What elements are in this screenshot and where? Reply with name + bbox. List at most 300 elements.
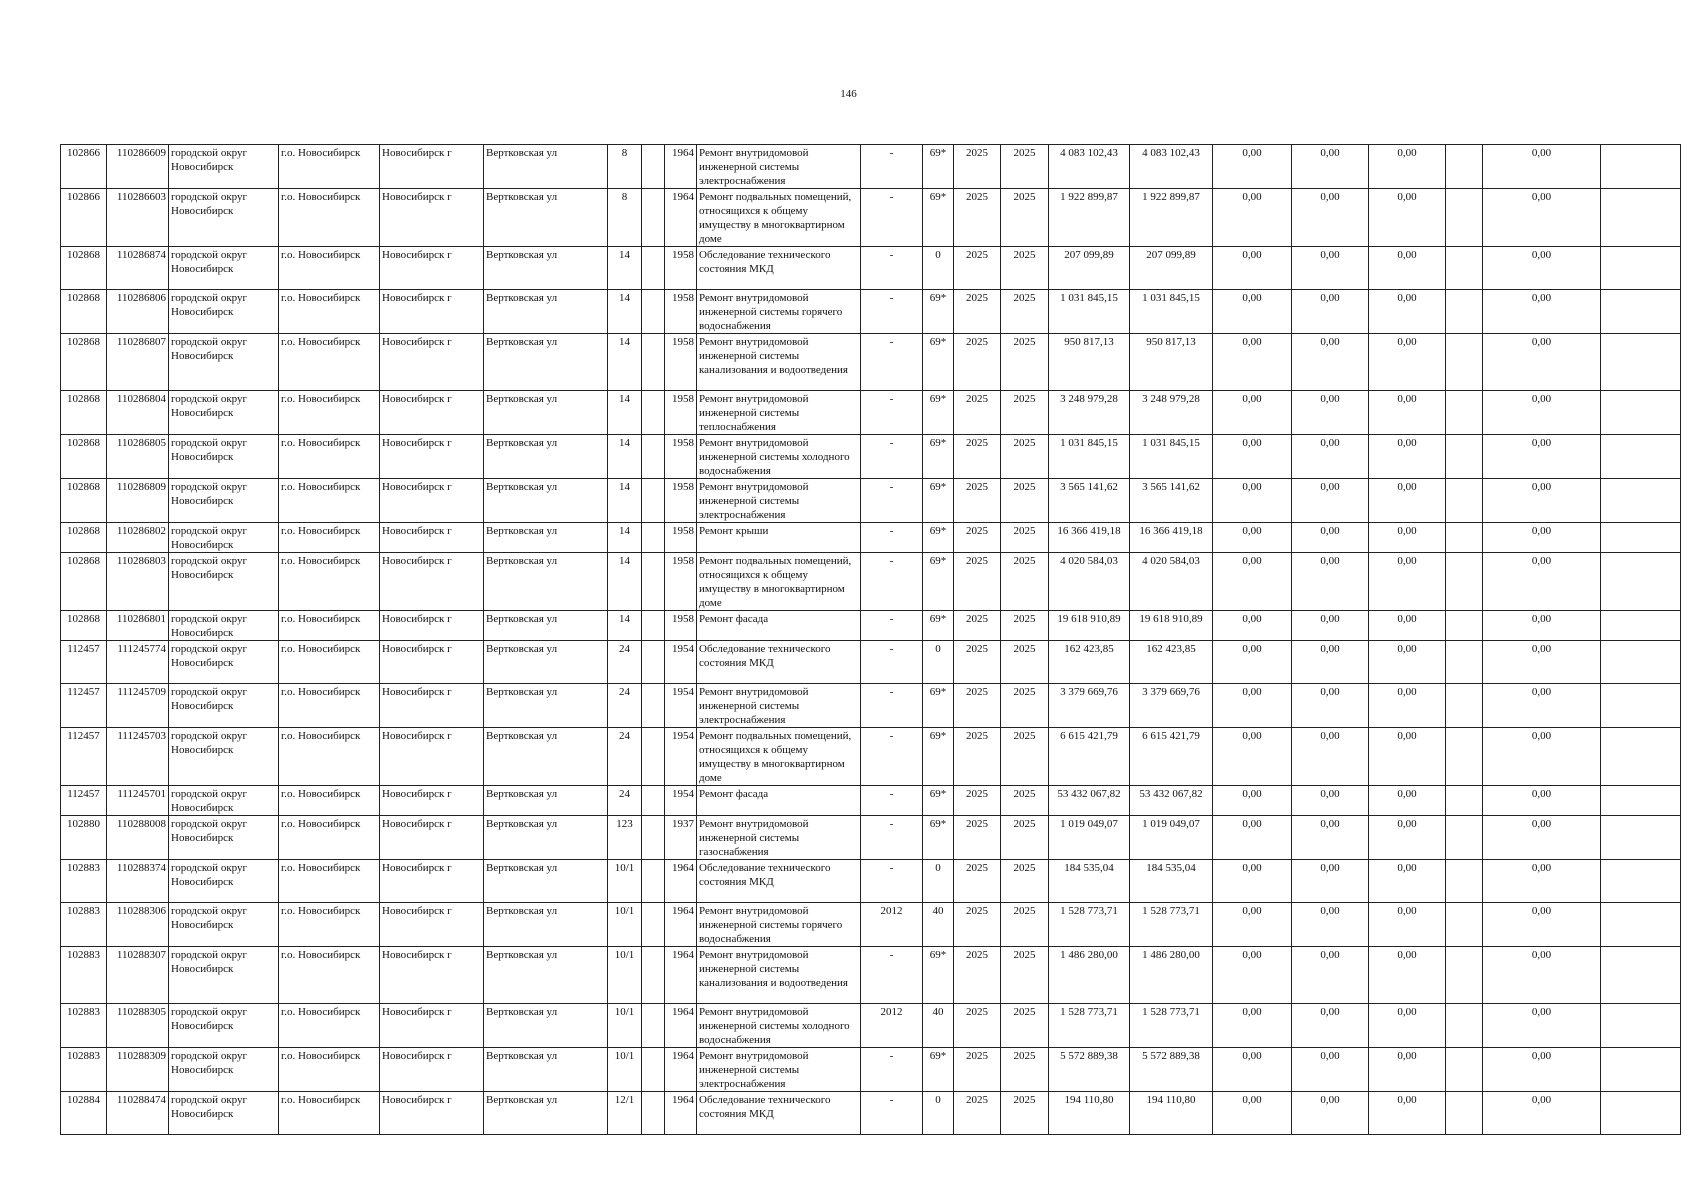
street-cell: Вертковская ул: [484, 728, 608, 786]
extra-cell: [642, 479, 665, 523]
value-2-cell: 0,00: [1292, 189, 1369, 247]
value-3-cell: 0,00: [1369, 641, 1446, 684]
locality-cell: Новосибирск г: [380, 145, 484, 189]
street-cell: Вертковская ул: [484, 903, 608, 947]
value-4-cell: [1446, 728, 1483, 786]
value-6-cell: [1601, 435, 1681, 479]
municipality-cell: г.о. Новосибирск: [279, 523, 380, 553]
street-cell: Вертковская ул: [484, 479, 608, 523]
plan-year-from-cell: 2025: [954, 611, 1001, 641]
year-built-cell: 1958: [665, 334, 697, 391]
work-type-cell: Ремонт внутридомовой инженерной системы электроснабжения: [697, 145, 861, 189]
value-6-cell: [1601, 947, 1681, 1004]
extra-cell: [642, 684, 665, 728]
table-row: [61, 786, 1681, 816]
value-6-cell: [1601, 816, 1681, 860]
municipality-cell: г.о. Новосибирск: [279, 553, 380, 611]
value-2-cell: 0,00: [1292, 611, 1369, 641]
table-row: [61, 728, 1681, 786]
plan-year-to-cell: 2025: [1001, 1004, 1049, 1048]
work-code-cell: 110286874: [107, 247, 169, 290]
work-type-cell: Ремонт внутридомовой инженерной системы канализования и водоотведения: [697, 334, 861, 391]
value-5-cell: 0,00: [1483, 479, 1601, 523]
municipality-cell: г.о. Новосибирск: [279, 1004, 380, 1048]
object-id-cell: 102884: [61, 1092, 107, 1135]
year-built-cell: 1964: [665, 860, 697, 903]
value-5-cell: 0,00: [1483, 523, 1601, 553]
value-1-cell: 0,00: [1213, 523, 1292, 553]
wear-percent-cell: 69*: [923, 435, 954, 479]
value-2-cell: 0,00: [1292, 290, 1369, 334]
value-6-cell: [1601, 523, 1681, 553]
value-5-cell: 0,00: [1483, 435, 1601, 479]
cost-fund-cell: 19 618 910,89: [1130, 611, 1213, 641]
last-repair-year-cell: -: [861, 334, 923, 391]
value-1-cell: 0,00: [1213, 684, 1292, 728]
street-cell: Вертковская ул: [484, 435, 608, 479]
object-id-cell: 102866: [61, 189, 107, 247]
district-cell: городской округ Новосибирск: [169, 523, 279, 553]
value-3-cell: 0,00: [1369, 816, 1446, 860]
value-3-cell: 0,00: [1369, 334, 1446, 391]
plan-year-to-cell: 2025: [1001, 816, 1049, 860]
value-4-cell: [1446, 290, 1483, 334]
value-2-cell: 0,00: [1292, 435, 1369, 479]
value-1-cell: 0,00: [1213, 611, 1292, 641]
value-6-cell: [1601, 1048, 1681, 1092]
house-number-cell: 10/1: [608, 1004, 642, 1048]
locality-cell: Новосибирск г: [380, 290, 484, 334]
cost-total-cell: 1 528 773,71: [1049, 1004, 1130, 1048]
year-built-cell: 1964: [665, 1048, 697, 1092]
extra-cell: [642, 391, 665, 435]
plan-year-to-cell: 2025: [1001, 903, 1049, 947]
value-1-cell: 0,00: [1213, 860, 1292, 903]
plan-year-from-cell: 2025: [954, 641, 1001, 684]
house-number-cell: 10/1: [608, 1048, 642, 1092]
value-5-cell: 0,00: [1483, 334, 1601, 391]
value-3-cell: 0,00: [1369, 189, 1446, 247]
work-code-cell: 110288374: [107, 860, 169, 903]
repair-register-table: [60, 144, 1681, 1135]
value-2-cell: 0,00: [1292, 786, 1369, 816]
cost-total-cell: 1 019 049,07: [1049, 816, 1130, 860]
extra-cell: [642, 860, 665, 903]
plan-year-to-cell: 2025: [1001, 290, 1049, 334]
table-row: [61, 1092, 1681, 1135]
district-cell: городской округ Новосибирск: [169, 189, 279, 247]
table-row: [61, 1048, 1681, 1092]
district-cell: городской округ Новосибирск: [169, 391, 279, 435]
table-row: [61, 189, 1681, 247]
work-type-cell: Ремонт крыши: [697, 523, 861, 553]
year-built-cell: 1958: [665, 611, 697, 641]
locality-cell: Новосибирск г: [380, 391, 484, 435]
cost-fund-cell: 1 031 845,15: [1130, 290, 1213, 334]
value-6-cell: [1601, 145, 1681, 189]
cost-total-cell: 1 922 899,87: [1049, 189, 1130, 247]
object-id-cell: 102868: [61, 611, 107, 641]
cost-fund-cell: 1 528 773,71: [1130, 1004, 1213, 1048]
work-code-cell: 110288008: [107, 816, 169, 860]
value-3-cell: 0,00: [1369, 1092, 1446, 1135]
plan-year-to-cell: 2025: [1001, 1092, 1049, 1135]
cost-total-cell: 5 572 889,38: [1049, 1048, 1130, 1092]
plan-year-to-cell: 2025: [1001, 860, 1049, 903]
value-1-cell: 0,00: [1213, 391, 1292, 435]
last-repair-year-cell: -: [861, 479, 923, 523]
locality-cell: Новосибирск г: [380, 523, 484, 553]
extra-cell: [642, 728, 665, 786]
value-1-cell: 0,00: [1213, 334, 1292, 391]
year-built-cell: 1964: [665, 1004, 697, 1048]
plan-year-to-cell: 2025: [1001, 435, 1049, 479]
locality-cell: Новосибирск г: [380, 903, 484, 947]
work-code-cell: 111245709: [107, 684, 169, 728]
cost-fund-cell: 4 083 102,43: [1130, 145, 1213, 189]
wear-percent-cell: 69*: [923, 523, 954, 553]
value-6-cell: [1601, 611, 1681, 641]
plan-year-to-cell: 2025: [1001, 145, 1049, 189]
value-5-cell: 0,00: [1483, 553, 1601, 611]
street-cell: Вертковская ул: [484, 553, 608, 611]
locality-cell: Новосибирск г: [380, 860, 484, 903]
house-number-cell: 8: [608, 189, 642, 247]
value-1-cell: 0,00: [1213, 1092, 1292, 1135]
value-4-cell: [1446, 523, 1483, 553]
last-repair-year-cell: -: [861, 145, 923, 189]
extra-cell: [642, 947, 665, 1004]
cost-total-cell: 184 535,04: [1049, 860, 1130, 903]
year-built-cell: 1958: [665, 290, 697, 334]
object-id-cell: 102868: [61, 334, 107, 391]
municipality-cell: г.о. Новосибирск: [279, 391, 380, 435]
table-row: [61, 903, 1681, 947]
municipality-cell: г.о. Новосибирск: [279, 435, 380, 479]
plan-year-from-cell: 2025: [954, 1004, 1001, 1048]
plan-year-from-cell: 2025: [954, 290, 1001, 334]
street-cell: Вертковская ул: [484, 786, 608, 816]
wear-percent-cell: 69*: [923, 728, 954, 786]
locality-cell: Новосибирск г: [380, 611, 484, 641]
locality-cell: Новосибирск г: [380, 947, 484, 1004]
value-5-cell: 0,00: [1483, 247, 1601, 290]
wear-percent-cell: 69*: [923, 1048, 954, 1092]
object-id-cell: 102868: [61, 247, 107, 290]
value-2-cell: 0,00: [1292, 947, 1369, 1004]
municipality-cell: г.о. Новосибирск: [279, 684, 380, 728]
value-2-cell: 0,00: [1292, 1092, 1369, 1135]
extra-cell: [642, 553, 665, 611]
house-number-cell: 14: [608, 290, 642, 334]
value-3-cell: 0,00: [1369, 435, 1446, 479]
work-type-cell: Ремонт внутридомовой инженерной системы холодного водоснабжения: [697, 1004, 861, 1048]
value-3-cell: 0,00: [1369, 903, 1446, 947]
plan-year-to-cell: 2025: [1001, 728, 1049, 786]
work-code-cell: 111245774: [107, 641, 169, 684]
last-repair-year-cell: 2012: [861, 1004, 923, 1048]
year-built-cell: 1964: [665, 145, 697, 189]
plan-year-to-cell: 2025: [1001, 641, 1049, 684]
value-4-cell: [1446, 641, 1483, 684]
district-cell: городской округ Новосибирск: [169, 553, 279, 611]
value-5-cell: 0,00: [1483, 684, 1601, 728]
wear-percent-cell: 69*: [923, 391, 954, 435]
house-number-cell: 12/1: [608, 1092, 642, 1135]
cost-fund-cell: 162 423,85: [1130, 641, 1213, 684]
value-4-cell: [1446, 145, 1483, 189]
district-cell: городской округ Новосибирск: [169, 611, 279, 641]
municipality-cell: г.о. Новосибирск: [279, 145, 380, 189]
extra-cell: [642, 786, 665, 816]
locality-cell: Новосибирск г: [380, 816, 484, 860]
last-repair-year-cell: -: [861, 860, 923, 903]
last-repair-year-cell: -: [861, 189, 923, 247]
district-cell: городской округ Новосибирск: [169, 816, 279, 860]
table-row: [61, 816, 1681, 860]
work-code-cell: 110288474: [107, 1092, 169, 1135]
value-4-cell: [1446, 611, 1483, 641]
value-1-cell: 0,00: [1213, 903, 1292, 947]
cost-fund-cell: 53 432 067,82: [1130, 786, 1213, 816]
value-2-cell: 0,00: [1292, 1048, 1369, 1092]
value-2-cell: 0,00: [1292, 334, 1369, 391]
value-4-cell: [1446, 334, 1483, 391]
value-5-cell: 0,00: [1483, 290, 1601, 334]
value-5-cell: 0,00: [1483, 786, 1601, 816]
street-cell: Вертковская ул: [484, 334, 608, 391]
last-repair-year-cell: -: [861, 947, 923, 1004]
value-3-cell: 0,00: [1369, 247, 1446, 290]
year-built-cell: 1958: [665, 391, 697, 435]
municipality-cell: г.о. Новосибирск: [279, 334, 380, 391]
value-6-cell: [1601, 1004, 1681, 1048]
district-cell: городской округ Новосибирск: [169, 290, 279, 334]
work-code-cell: 110286801: [107, 611, 169, 641]
house-number-cell: 14: [608, 553, 642, 611]
value-3-cell: 0,00: [1369, 1004, 1446, 1048]
municipality-cell: г.о. Новосибирск: [279, 1092, 380, 1135]
year-built-cell: 1954: [665, 728, 697, 786]
district-cell: городской округ Новосибирск: [169, 145, 279, 189]
value-5-cell: 0,00: [1483, 641, 1601, 684]
year-built-cell: 1964: [665, 947, 697, 1004]
table-row: [61, 145, 1681, 189]
locality-cell: Новосибирск г: [380, 728, 484, 786]
extra-cell: [642, 903, 665, 947]
value-6-cell: [1601, 786, 1681, 816]
value-6-cell: [1601, 684, 1681, 728]
value-6-cell: [1601, 189, 1681, 247]
value-2-cell: 0,00: [1292, 553, 1369, 611]
locality-cell: Новосибирск г: [380, 189, 484, 247]
value-5-cell: 0,00: [1483, 611, 1601, 641]
wear-percent-cell: 69*: [923, 816, 954, 860]
object-id-cell: 112457: [61, 684, 107, 728]
extra-cell: [642, 145, 665, 189]
extra-cell: [642, 247, 665, 290]
cost-total-cell: 207 099,89: [1049, 247, 1130, 290]
wear-percent-cell: 0: [923, 247, 954, 290]
street-cell: Вертковская ул: [484, 641, 608, 684]
work-type-cell: Ремонт внутридомовой инженерной системы электроснабжения: [697, 1048, 861, 1092]
locality-cell: Новосибирск г: [380, 247, 484, 290]
cost-fund-cell: 1 922 899,87: [1130, 189, 1213, 247]
cost-total-cell: 1 031 845,15: [1049, 290, 1130, 334]
wear-percent-cell: 69*: [923, 334, 954, 391]
cost-fund-cell: 3 565 141,62: [1130, 479, 1213, 523]
wear-percent-cell: 0: [923, 1092, 954, 1135]
wear-percent-cell: 69*: [923, 145, 954, 189]
cost-total-cell: 16 366 419,18: [1049, 523, 1130, 553]
last-repair-year-cell: -: [861, 728, 923, 786]
wear-percent-cell: 0: [923, 641, 954, 684]
street-cell: Вертковская ул: [484, 816, 608, 860]
plan-year-from-cell: 2025: [954, 903, 1001, 947]
street-cell: Вертковская ул: [484, 1048, 608, 1092]
extra-cell: [642, 290, 665, 334]
municipality-cell: г.о. Новосибирск: [279, 903, 380, 947]
work-code-cell: 110286609: [107, 145, 169, 189]
street-cell: Вертковская ул: [484, 684, 608, 728]
plan-year-to-cell: 2025: [1001, 334, 1049, 391]
object-id-cell: 102883: [61, 860, 107, 903]
plan-year-from-cell: 2025: [954, 189, 1001, 247]
year-built-cell: 1964: [665, 1092, 697, 1135]
house-number-cell: 14: [608, 523, 642, 553]
plan-year-from-cell: 2025: [954, 786, 1001, 816]
street-cell: Вертковская ул: [484, 860, 608, 903]
street-cell: Вертковская ул: [484, 247, 608, 290]
object-id-cell: 112457: [61, 786, 107, 816]
cost-fund-cell: 4 020 584,03: [1130, 553, 1213, 611]
plan-year-to-cell: 2025: [1001, 523, 1049, 553]
plan-year-to-cell: 2025: [1001, 553, 1049, 611]
extra-cell: [642, 1048, 665, 1092]
cost-total-cell: 53 432 067,82: [1049, 786, 1130, 816]
value-1-cell: 0,00: [1213, 553, 1292, 611]
extra-cell: [642, 1004, 665, 1048]
district-cell: городской округ Новосибирск: [169, 1092, 279, 1135]
municipality-cell: г.о. Новосибирск: [279, 728, 380, 786]
district-cell: городской округ Новосибирск: [169, 947, 279, 1004]
plan-year-from-cell: 2025: [954, 247, 1001, 290]
district-cell: городской округ Новосибирск: [169, 786, 279, 816]
value-1-cell: 0,00: [1213, 145, 1292, 189]
cost-total-cell: 950 817,13: [1049, 334, 1130, 391]
value-4-cell: [1446, 391, 1483, 435]
cost-total-cell: 1 486 280,00: [1049, 947, 1130, 1004]
locality-cell: Новосибирск г: [380, 479, 484, 523]
last-repair-year-cell: -: [861, 684, 923, 728]
cost-total-cell: 6 615 421,79: [1049, 728, 1130, 786]
value-2-cell: 0,00: [1292, 728, 1369, 786]
work-type-cell: Ремонт внутридомовой инженерной системы теплоснабжения: [697, 391, 861, 435]
last-repair-year-cell: -: [861, 611, 923, 641]
object-id-cell: 102880: [61, 816, 107, 860]
plan-year-to-cell: 2025: [1001, 479, 1049, 523]
extra-cell: [642, 1092, 665, 1135]
value-4-cell: [1446, 247, 1483, 290]
plan-year-to-cell: 2025: [1001, 684, 1049, 728]
district-cell: городской округ Новосибирск: [169, 247, 279, 290]
value-5-cell: 0,00: [1483, 1048, 1601, 1092]
value-3-cell: 0,00: [1369, 479, 1446, 523]
house-number-cell: 14: [608, 334, 642, 391]
object-id-cell: 102866: [61, 145, 107, 189]
value-1-cell: 0,00: [1213, 1004, 1292, 1048]
municipality-cell: г.о. Новосибирск: [279, 860, 380, 903]
last-repair-year-cell: -: [861, 553, 923, 611]
house-number-cell: 10/1: [608, 860, 642, 903]
value-3-cell: 0,00: [1369, 947, 1446, 1004]
value-4-cell: [1446, 903, 1483, 947]
work-code-cell: 110286807: [107, 334, 169, 391]
extra-cell: [642, 334, 665, 391]
plan-year-from-cell: 2025: [954, 553, 1001, 611]
year-built-cell: 1954: [665, 641, 697, 684]
plan-year-from-cell: 2025: [954, 435, 1001, 479]
wear-percent-cell: 69*: [923, 290, 954, 334]
wear-percent-cell: 69*: [923, 786, 954, 816]
work-code-cell: 110286804: [107, 391, 169, 435]
value-4-cell: [1446, 1092, 1483, 1135]
cost-total-cell: 194 110,80: [1049, 1092, 1130, 1135]
house-number-cell: 14: [608, 435, 642, 479]
year-built-cell: 1958: [665, 523, 697, 553]
work-type-cell: Обследование технического состояния МКД: [697, 860, 861, 903]
cost-fund-cell: 5 572 889,38: [1130, 1048, 1213, 1092]
value-1-cell: 0,00: [1213, 290, 1292, 334]
work-type-cell: Обследование технического состояния МКД: [697, 1092, 861, 1135]
work-code-cell: 110286809: [107, 479, 169, 523]
value-6-cell: [1601, 479, 1681, 523]
table-row: [61, 334, 1681, 391]
value-3-cell: 0,00: [1369, 786, 1446, 816]
last-repair-year-cell: -: [861, 641, 923, 684]
district-cell: городской округ Новосибирск: [169, 479, 279, 523]
value-5-cell: 0,00: [1483, 728, 1601, 786]
house-number-cell: 123: [608, 816, 642, 860]
wear-percent-cell: 69*: [923, 479, 954, 523]
value-5-cell: 0,00: [1483, 816, 1601, 860]
year-built-cell: 1954: [665, 786, 697, 816]
work-code-cell: 110286806: [107, 290, 169, 334]
plan-year-from-cell: 2025: [954, 1048, 1001, 1092]
plan-year-to-cell: 2025: [1001, 611, 1049, 641]
cost-fund-cell: 184 535,04: [1130, 860, 1213, 903]
value-6-cell: [1601, 247, 1681, 290]
house-number-cell: 14: [608, 479, 642, 523]
value-1-cell: 0,00: [1213, 479, 1292, 523]
table-row: [61, 391, 1681, 435]
last-repair-year-cell: -: [861, 786, 923, 816]
work-code-cell: 110286803: [107, 553, 169, 611]
district-cell: городской округ Новосибирск: [169, 684, 279, 728]
last-repair-year-cell: -: [861, 1048, 923, 1092]
plan-year-to-cell: 2025: [1001, 247, 1049, 290]
extra-cell: [642, 611, 665, 641]
street-cell: Вертковская ул: [484, 189, 608, 247]
table-row: [61, 611, 1681, 641]
table-row: [61, 553, 1681, 611]
value-1-cell: 0,00: [1213, 641, 1292, 684]
object-id-cell: 102868: [61, 523, 107, 553]
street-cell: Вертковская ул: [484, 1092, 608, 1135]
value-2-cell: 0,00: [1292, 684, 1369, 728]
table-row: [61, 860, 1681, 903]
cost-total-cell: 3 379 669,76: [1049, 684, 1130, 728]
